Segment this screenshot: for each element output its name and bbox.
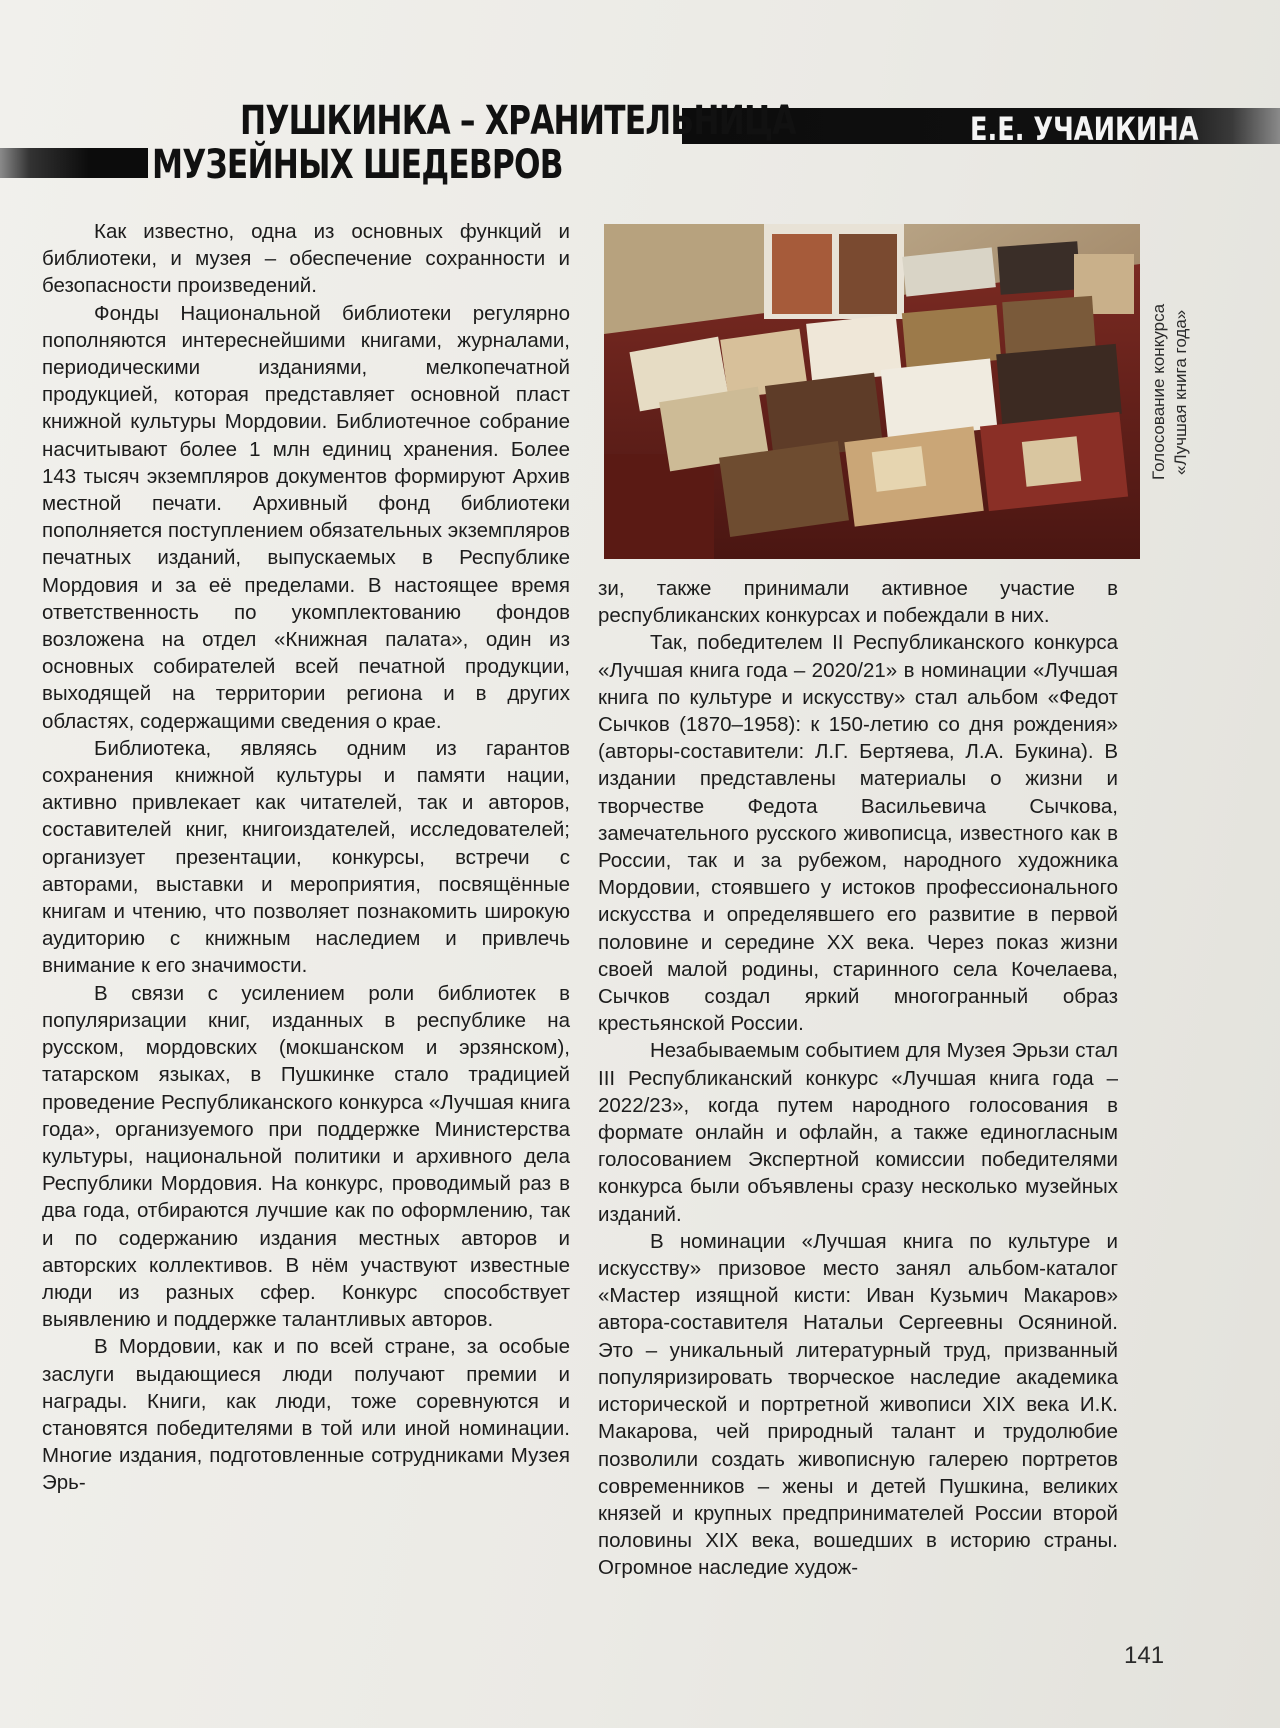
page-number: 141 <box>1124 1642 1165 1669</box>
paragraph: В номинации «Лучшая книга по культуре и искусству» призовое место занял альбом-каталог «Мастер изящной кисти: Иван Кузьмич Макаров» автора-составителя Натальи Сергеевны Осяниной. Это – уникальный литературный труд, призванный популяризировать творческое наследие академика исторической и портретной живописи XIX века И.К. Макарова, чей природный талант и трудолюбие позволили создать живописную галерею портретов современников – жены и детей Пушкина, великих князей и крупных предпринимателей России второй половины XIX века, вошедших в историю страны. Огромное наследие худож- <box>598 1229 1118 1580</box>
paragraph: Как известно, одна из основных функций и библиотеки, и музея – обеспечение сохранности и безопасности произведений. <box>42 220 570 298</box>
paragraph: Фонды Национальной библиотеки регулярно пополняются интереснейшими книгами, журналами, периодическими изданиями, мелкопечатной продукцией, которая представляет основной пласт книжной культуры Мордовии. Библиотечное собрание насчитывают более 1 млн единиц хранения. Более 143 тысяч экземпляров документов формируют Архив местной печати. Архивный фонд библиотеки пополняется поступлением обязательных экземпляров печатных изданий, выпускаемых в Республике Мордовия и за её пределами. В настоящее время ответственность по укомплектованию фондов возложена на отдел «Книжная палата», один из основных собирателей всей печатной продукции, выходящей на территории региона и в других областях, содержащими сведения о крае. <box>42 301 570 733</box>
article-title-line1: ПУШКИНКА – ХРАНИТЕЛЬНИЦА <box>240 98 796 144</box>
article-author: Е.Е. УЧАИКИНА <box>970 110 1199 148</box>
paragraph: Так, победителем II Республиканского конкурса «Лучшая книга года – 2020/21» в номинации «Лучшая книга по культуре и искусству» стал альбом «Федот Сычков (1870–1958): к 150-летию со дня рождения» (авторы-составители: Л.Г. Бертяева, Л.А. Букина). В издании представлены материалы о жизни и творчестве Федота Васильевича Сычкова, замечательного русского живописца, известного как в России, так и за рубежом, народного художника Мордовии, стоявшего у истоков профессионального искусства и определявшего его развитие в первой половине и середине XX века. Через показ жизни своей малой родины, старинного села Кочелаева, Сычков создал яркий многогранный образ крестьянской России. <box>598 631 1118 1036</box>
text-column-left <box>42 218 570 1497</box>
photo-caption <box>1148 232 1212 552</box>
photo-book-voting <box>604 224 1140 559</box>
photo-illustration <box>604 224 1140 559</box>
paragraph: В Мордовии, как и по всей стране, за особые заслуги выдающиеся люди получают премии и награды. Книги, как люди, тоже соревнуются и становятся победителями в той или иной номинации. Многие издания, подготовленные сотрудниками Музея Эрь- <box>42 1335 570 1495</box>
paragraph: зи, также принимали активное участие в республиканских конкурсах и побеждали в них. <box>598 577 1118 628</box>
header-bar-left <box>0 148 148 178</box>
caption-line: «Лучшая книга года» <box>1171 309 1190 475</box>
paragraph: Библиотека, являясь одним из гарантов сохранения книжной культуры и памяти нации, активно привлекает как читателей, так и авторов, составителей книг, книгоиздателей, исследователей; организует презентации, конкурсы, встречи с авторами, выставки и мероприятия, посвящённые книгам и чтению, что позволяет познакомить широкую аудиторию с книжным наследием и привлечь внимание к его значимости. <box>42 736 570 978</box>
caption-line: Голосование конкурса <box>1149 303 1168 481</box>
paragraph: В связи с усилением роли библиотек в популяризации книг, изданных в республике на русском, мордовских (мокшанском и эрзянском), татарском языках, в Пушкинке стало традицией проведение Республиканского конкурса «Лучшая книга года», организуемого при поддержке Министерства культуры, национальной политики и архивного дела Республики Мордовия. На конкурс, проводимый раз в два года, отбираются лучшие как по оформлению, так и по содержанию издания местных авторов и авторских коллективов. В нём участвуют известные люди из разных сфер. Конкурс способствует выявлению и поддержке талантливых авторов. <box>42 981 570 1332</box>
text-column-right <box>598 575 1118 1582</box>
paragraph: Незабываемым событием для Музея Эрьзи стал III Республиканский конкурс «Лучшая книга года – 2022/23», когда путем народного голосования в формате онлайн и офлайн, а также единогласным голосованием Экспертной комиссии победителями конкурса были объявлены сразу несколько музейных изданий. <box>598 1039 1118 1226</box>
article-title-line2: МУЗЕЙНЫХ ШЕДЕВРОВ <box>152 142 563 188</box>
